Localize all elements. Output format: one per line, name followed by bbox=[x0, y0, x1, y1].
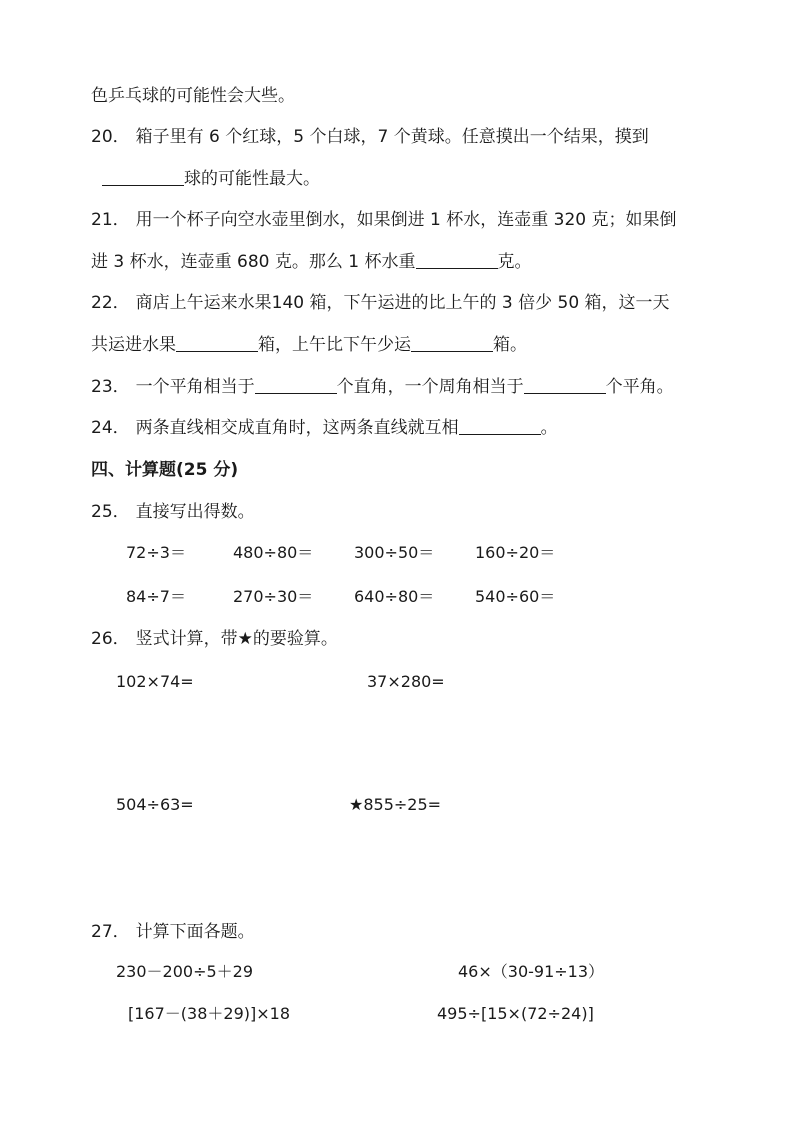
section-heading bbox=[91, 458, 238, 482]
q21-text-b: 进 3 杯水，连壶重 680 克。那么 1 杯水重 bbox=[91, 252, 416, 272]
q23-answer-blank-1[interactable] bbox=[255, 375, 337, 394]
q22-text-d: 箱。 bbox=[493, 335, 527, 355]
q20-answer-blank[interactable] bbox=[102, 167, 184, 186]
q25-item-7: 640÷80＝ bbox=[354, 587, 435, 606]
q24-number: 24． bbox=[91, 418, 130, 438]
q23-text-a: 一个平角相当于 bbox=[135, 377, 255, 397]
q21-number: 21． bbox=[91, 210, 130, 230]
q26-line bbox=[91, 627, 338, 651]
q20-text-b: 球的可能性最大。 bbox=[184, 169, 320, 189]
q24-text-a: 两条直线相交成直角时，这两条直线就互相 bbox=[135, 418, 459, 438]
q23-text-c: 个平角。 bbox=[605, 377, 674, 397]
q26-item-2: 37×280= bbox=[367, 672, 445, 691]
q25-item-5: 84÷7＝ bbox=[126, 587, 186, 606]
q23-line bbox=[91, 375, 674, 399]
q24-text-b: 。 bbox=[540, 418, 558, 438]
q25-number: 25． bbox=[91, 502, 130, 522]
q22-number: 22． bbox=[91, 293, 130, 313]
q21-text-a: 用一个杯子向空水壶里倒水，如果倒进 1 杯水，连壶重 320 克；如果倒 bbox=[135, 210, 677, 230]
q24-line bbox=[91, 416, 558, 440]
q20-line-1 bbox=[91, 125, 649, 149]
q27-item-4: 495÷[15×(72÷24)] bbox=[437, 1004, 594, 1023]
q21-line-1 bbox=[91, 208, 677, 232]
q20-text-a: 箱子里有 6 个红球，5 个白球，7 个黄球。任意摸出一个结果，摸到 bbox=[135, 127, 649, 147]
q27-text: 计算下面各题。 bbox=[135, 922, 255, 942]
q26-item-3: 504÷63= bbox=[116, 795, 194, 814]
q25-item-4: 160÷20＝ bbox=[475, 543, 556, 562]
section-title: 四、计算题(25 分) bbox=[91, 460, 239, 480]
q27-item-3: [167－(38＋29)]×18 bbox=[128, 1004, 290, 1023]
q26-text: 竖式计算，带★的要验算。 bbox=[135, 629, 338, 649]
q20-number: 20． bbox=[91, 127, 130, 147]
q22-text-c: 箱，上午比下午少运 bbox=[258, 335, 411, 355]
q25-item-1: 72÷3＝ bbox=[126, 543, 186, 562]
q27-item-2: 46×（30-91÷13） bbox=[458, 962, 605, 981]
q23-number: 23． bbox=[91, 377, 130, 397]
q25-text: 直接写出得数。 bbox=[135, 502, 255, 522]
q26-number: 26． bbox=[91, 629, 130, 649]
q21-line-2 bbox=[91, 250, 532, 274]
q22-line-1 bbox=[91, 291, 670, 315]
q19-continuation bbox=[91, 84, 295, 108]
q26-item-4: ★855÷25= bbox=[349, 795, 442, 814]
q27-number: 27． bbox=[91, 922, 130, 942]
q19-text: 色乒乓球的可能性会大些。 bbox=[91, 86, 295, 106]
q25-item-3: 300÷50＝ bbox=[354, 543, 435, 562]
q22-text-a: 商店上午运来水果140 箱，下午运进的比上午的 3 倍少 50 箱，这一天 bbox=[135, 293, 670, 313]
q27-item-1: 230－200÷5＋29 bbox=[116, 962, 254, 981]
q21-text-c: 克。 bbox=[497, 252, 532, 272]
q25-item-6: 270÷30＝ bbox=[233, 587, 314, 606]
q27-line bbox=[91, 920, 255, 944]
q24-answer-blank[interactable] bbox=[459, 416, 541, 435]
q25-item-8: 540÷60＝ bbox=[475, 587, 556, 606]
q21-answer-blank[interactable] bbox=[416, 250, 498, 269]
q20-line-2 bbox=[102, 167, 320, 191]
q22-text-b: 共运进水果 bbox=[91, 335, 176, 355]
q22-answer-blank-1[interactable] bbox=[176, 333, 258, 352]
q26-item-1: 102×74= bbox=[116, 672, 194, 691]
q22-line-2 bbox=[91, 333, 527, 357]
q22-answer-blank-2[interactable] bbox=[411, 333, 493, 352]
q25-line bbox=[91, 500, 255, 524]
q23-text-b: 个直角，一个周角相当于 bbox=[336, 377, 524, 397]
q25-item-2: 480÷80＝ bbox=[233, 543, 314, 562]
q23-answer-blank-2[interactable] bbox=[524, 375, 606, 394]
